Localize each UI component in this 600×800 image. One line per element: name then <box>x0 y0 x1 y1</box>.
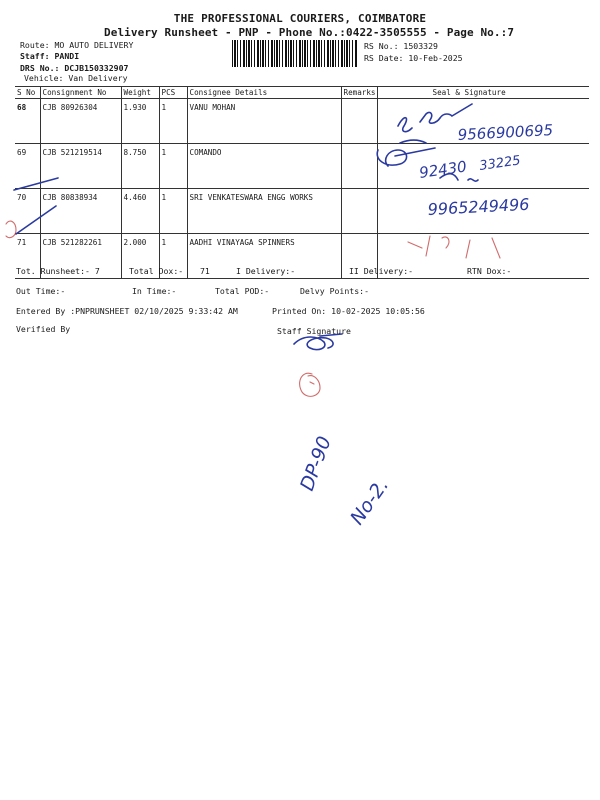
in-time-label: In Time:- <box>132 286 177 296</box>
cell-pcs: 1 <box>159 189 187 234</box>
col-header-consignee: Consignee Details <box>187 87 341 99</box>
cell-consignment: CJB 80838934 <box>40 189 121 234</box>
cell-pcs: 1 <box>159 99 187 144</box>
table-row <box>15 144 589 189</box>
handwritten-code: 92430 <box>418 157 468 182</box>
col-header-weight: Weight <box>121 87 159 99</box>
cell-signature <box>377 189 589 234</box>
red-circle-mark <box>300 373 320 396</box>
cell-sno: 69 <box>15 144 40 189</box>
total-dox-value: 71 <box>200 266 210 276</box>
col-header-signature: Seal & Signature <box>377 87 589 99</box>
cell-sno: 71 <box>15 234 40 279</box>
cell-remarks <box>341 99 377 144</box>
cell-weight: 1.930 <box>121 99 159 144</box>
rs-date: RS Date: 10-Feb-2025 <box>364 53 463 63</box>
cell-consignee: VANU MOHAN <box>187 99 341 144</box>
staff-signature-label: Staff Signature <box>277 326 351 336</box>
staff-signature-scribble <box>294 334 342 350</box>
tot-runsheet: Tot. Runsheet:- 7 <box>16 266 100 276</box>
cell-pcs: 1 <box>159 144 187 189</box>
runsheet-subtitle: Delivery Runsheet - PNP - Phone No.:0422-3505555 - Page No.:7 <box>104 26 515 39</box>
handwritten-dp-note: DP-90 <box>296 433 336 494</box>
col-header-sno: S No <box>15 87 40 99</box>
cell-sno: 70 <box>15 189 40 234</box>
cell-remarks <box>341 144 377 189</box>
handwritten-code-2: 33225 <box>478 153 522 174</box>
total-dox-label: Total Dox:- <box>129 266 184 276</box>
cell-weight: 4.460 <box>121 189 159 234</box>
cell-signature <box>377 99 589 144</box>
cell-weight: 2.000 <box>121 234 159 279</box>
i-delivery-label: I Delivery:- <box>236 266 296 276</box>
handwritten-no-note: No-2. <box>346 474 394 529</box>
handwritten-phone-1: 9566900695 <box>457 121 554 144</box>
out-time-label: Out Time:- <box>16 286 66 296</box>
handwritten-phone-2: 9965249496 <box>427 194 530 219</box>
cell-weight: 8.750 <box>121 144 159 189</box>
col-header-remarks: Remarks <box>341 87 377 99</box>
entered-by: Entered By :PNPRUNSHEET 02/10/2025 9:33:42 AM <box>16 306 238 316</box>
cell-consignment: CJB 521219514 <box>40 144 121 189</box>
cell-sno: 68 <box>15 99 40 144</box>
printed-on: Printed On: 10-02-2025 10:05:56 <box>272 306 425 316</box>
col-header-pcs: PCS <box>159 87 187 99</box>
drs-number: DRS No.: DCJB150332907 <box>20 63 129 73</box>
total-pod-label: Total POD:- <box>215 286 270 296</box>
cell-pcs: 1 <box>159 234 187 279</box>
runsheet-table <box>15 86 589 279</box>
cell-consignment: CJB 80926304 <box>40 99 121 144</box>
col-header-consignment: Consignment No <box>40 87 121 99</box>
cell-consignee: AADHI VINAYAGA SPINNERS <box>187 234 341 279</box>
vehicle-label: Vehicle: Van Delivery <box>24 73 128 83</box>
ii-delivery-label: II Delivery:- <box>349 266 414 276</box>
company-title: THE PROFESSIONAL COURIERS, COIMBATORE <box>173 12 427 25</box>
cell-consignment: CJB 521282261 <box>40 234 121 279</box>
cell-signature <box>377 144 589 189</box>
delvy-points-label: Delvy Points:- <box>300 286 370 296</box>
cell-consignee: SRI VENKATESWARA ENGG WORKS <box>187 189 341 234</box>
cell-remarks <box>341 189 377 234</box>
verified-by: Verified By <box>16 324 71 334</box>
cell-consignee: COMANDO <box>187 144 341 189</box>
staff-label: Staff: PANDI <box>20 51 80 61</box>
rtn-dox-label: RTN Dox:- <box>467 266 512 276</box>
rs-number: RS No.: 1503329 <box>364 41 438 51</box>
table-row <box>15 99 589 144</box>
table-row <box>15 189 589 234</box>
table-header-row <box>15 87 589 99</box>
barcode <box>232 40 358 67</box>
route-label: Route: MO AUTO DELIVERY <box>20 40 134 50</box>
